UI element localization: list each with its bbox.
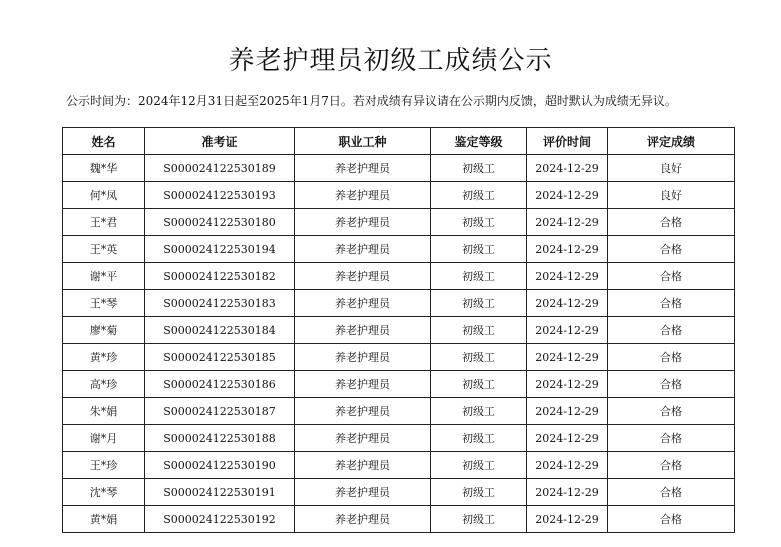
page-title: 养老护理员初级工成绩公示: [228, 46, 553, 77]
cell-name: 朱*娟: [63, 398, 145, 425]
cell-name: 魏*华: [63, 155, 145, 182]
cell-exam-date: 2024-12-29: [527, 452, 608, 479]
cell-ticket-number: S000024122530190: [145, 452, 295, 479]
cell-level: 初级工: [431, 398, 527, 425]
cell-exam-date: 2024-12-29: [527, 290, 608, 317]
cell-level: 初级工: [431, 371, 527, 398]
table-row: [63, 317, 735, 344]
cell-result: 合格: [608, 317, 735, 344]
cell-ticket-number: S000024122530193: [145, 182, 295, 209]
table-row: [63, 425, 735, 452]
table-row: [63, 344, 735, 371]
cell-exam-date: 2024-12-29: [527, 398, 608, 425]
cell-occupation: 养老护理员: [295, 236, 431, 263]
cell-level: 初级工: [431, 344, 527, 371]
cell-exam-date: 2024-12-29: [527, 263, 608, 290]
cell-result: 合格: [608, 425, 735, 452]
cell-name: 王*珍: [63, 452, 145, 479]
cell-ticket-number: S000024122530180: [145, 209, 295, 236]
cell-occupation: 养老护理员: [295, 263, 431, 290]
cell-occupation: 养老护理员: [295, 506, 431, 533]
cell-result: 合格: [608, 344, 735, 371]
table-row: [63, 182, 735, 209]
cell-exam-date: 2024-12-29: [527, 236, 608, 263]
cell-result: 合格: [608, 263, 735, 290]
cell-result: 合格: [608, 209, 735, 236]
cell-ticket-number: S000024122530185: [145, 344, 295, 371]
cell-level: 初级工: [431, 236, 527, 263]
publicity-notice: 公示时间为：2024年12月31日起至2025年1月7日。若对成绩有异议请在公示期内反馈，超时默认为成绩无异议。: [66, 94, 677, 108]
cell-result: 合格: [608, 479, 735, 506]
cell-level: 初级工: [431, 155, 527, 182]
cell-level: 初级工: [431, 290, 527, 317]
cell-ticket-number: S000024122530191: [145, 479, 295, 506]
cell-ticket-number: S000024122530184: [145, 317, 295, 344]
cell-occupation: 养老护理员: [295, 209, 431, 236]
cell-ticket-number: S000024122530194: [145, 236, 295, 263]
cell-ticket-number: S000024122530192: [145, 506, 295, 533]
cell-exam-date: 2024-12-29: [527, 209, 608, 236]
cell-exam-date: 2024-12-29: [527, 506, 608, 533]
cell-name: 谢*平: [63, 263, 145, 290]
cell-ticket-number: S000024122530182: [145, 263, 295, 290]
cell-occupation: 养老护理员: [295, 344, 431, 371]
cell-name: 王*英: [63, 236, 145, 263]
cell-occupation: 养老护理员: [295, 290, 431, 317]
cell-exam-date: 2024-12-29: [527, 479, 608, 506]
cell-level: 初级工: [431, 479, 527, 506]
cell-name: 王*君: [63, 209, 145, 236]
cell-result: 合格: [608, 290, 735, 317]
table-row: [63, 209, 735, 236]
cell-level: 初级工: [431, 506, 527, 533]
cell-exam-date: 2024-12-29: [527, 182, 608, 209]
header-occupation: 职业工种: [295, 128, 431, 155]
table-row: [63, 452, 735, 479]
cell-name: 沈*琴: [63, 479, 145, 506]
cell-ticket-number: S000024122530189: [145, 155, 295, 182]
cell-occupation: 养老护理员: [295, 182, 431, 209]
cell-level: 初级工: [431, 263, 527, 290]
table-row: [63, 155, 735, 182]
cell-name: 谢*月: [63, 425, 145, 452]
cell-level: 初级工: [431, 209, 527, 236]
cell-exam-date: 2024-12-29: [527, 425, 608, 452]
cell-result: 合格: [608, 236, 735, 263]
cell-result: 良好: [608, 155, 735, 182]
cell-name: 黄*珍: [63, 344, 145, 371]
cell-result: 合格: [608, 398, 735, 425]
header-name: 姓名: [63, 128, 145, 155]
results-table-body: [63, 155, 735, 533]
cell-occupation: 养老护理员: [295, 425, 431, 452]
cell-level: 初级工: [431, 425, 527, 452]
cell-exam-date: 2024-12-29: [527, 371, 608, 398]
cell-result: 合格: [608, 452, 735, 479]
cell-result: 合格: [608, 371, 735, 398]
header-level: 鉴定等级: [431, 128, 527, 155]
table-row: [63, 479, 735, 506]
header-exam-date: 评价时间: [527, 128, 608, 155]
table-row: [63, 290, 735, 317]
cell-occupation: 养老护理员: [295, 398, 431, 425]
cell-exam-date: 2024-12-29: [527, 317, 608, 344]
table-row: [63, 506, 735, 533]
results-table: [62, 127, 735, 533]
cell-level: 初级工: [431, 317, 527, 344]
cell-name: 黄*娟: [63, 506, 145, 533]
cell-name: 高*珍: [63, 371, 145, 398]
cell-occupation: 养老护理员: [295, 371, 431, 398]
cell-result: 良好: [608, 182, 735, 209]
table-header-row: [63, 128, 735, 155]
cell-occupation: 养老护理员: [295, 479, 431, 506]
table-row: [63, 236, 735, 263]
table-row: [63, 371, 735, 398]
cell-name: 王*琴: [63, 290, 145, 317]
cell-result: 合格: [608, 506, 735, 533]
cell-name: 廖*菊: [63, 317, 145, 344]
cell-exam-date: 2024-12-29: [527, 344, 608, 371]
table-row: [63, 398, 735, 425]
header-result: 评定成绩: [608, 128, 735, 155]
cell-ticket-number: S000024122530183: [145, 290, 295, 317]
cell-level: 初级工: [431, 452, 527, 479]
cell-level: 初级工: [431, 182, 527, 209]
cell-exam-date: 2024-12-29: [527, 155, 608, 182]
cell-occupation: 养老护理员: [295, 155, 431, 182]
header-ticket-number: 准考证: [145, 128, 295, 155]
cell-ticket-number: S000024122530186: [145, 371, 295, 398]
table-row: [63, 263, 735, 290]
cell-occupation: 养老护理员: [295, 317, 431, 344]
cell-ticket-number: S000024122530188: [145, 425, 295, 452]
cell-name: 何*凤: [63, 182, 145, 209]
cell-occupation: 养老护理员: [295, 452, 431, 479]
cell-ticket-number: S000024122530187: [145, 398, 295, 425]
